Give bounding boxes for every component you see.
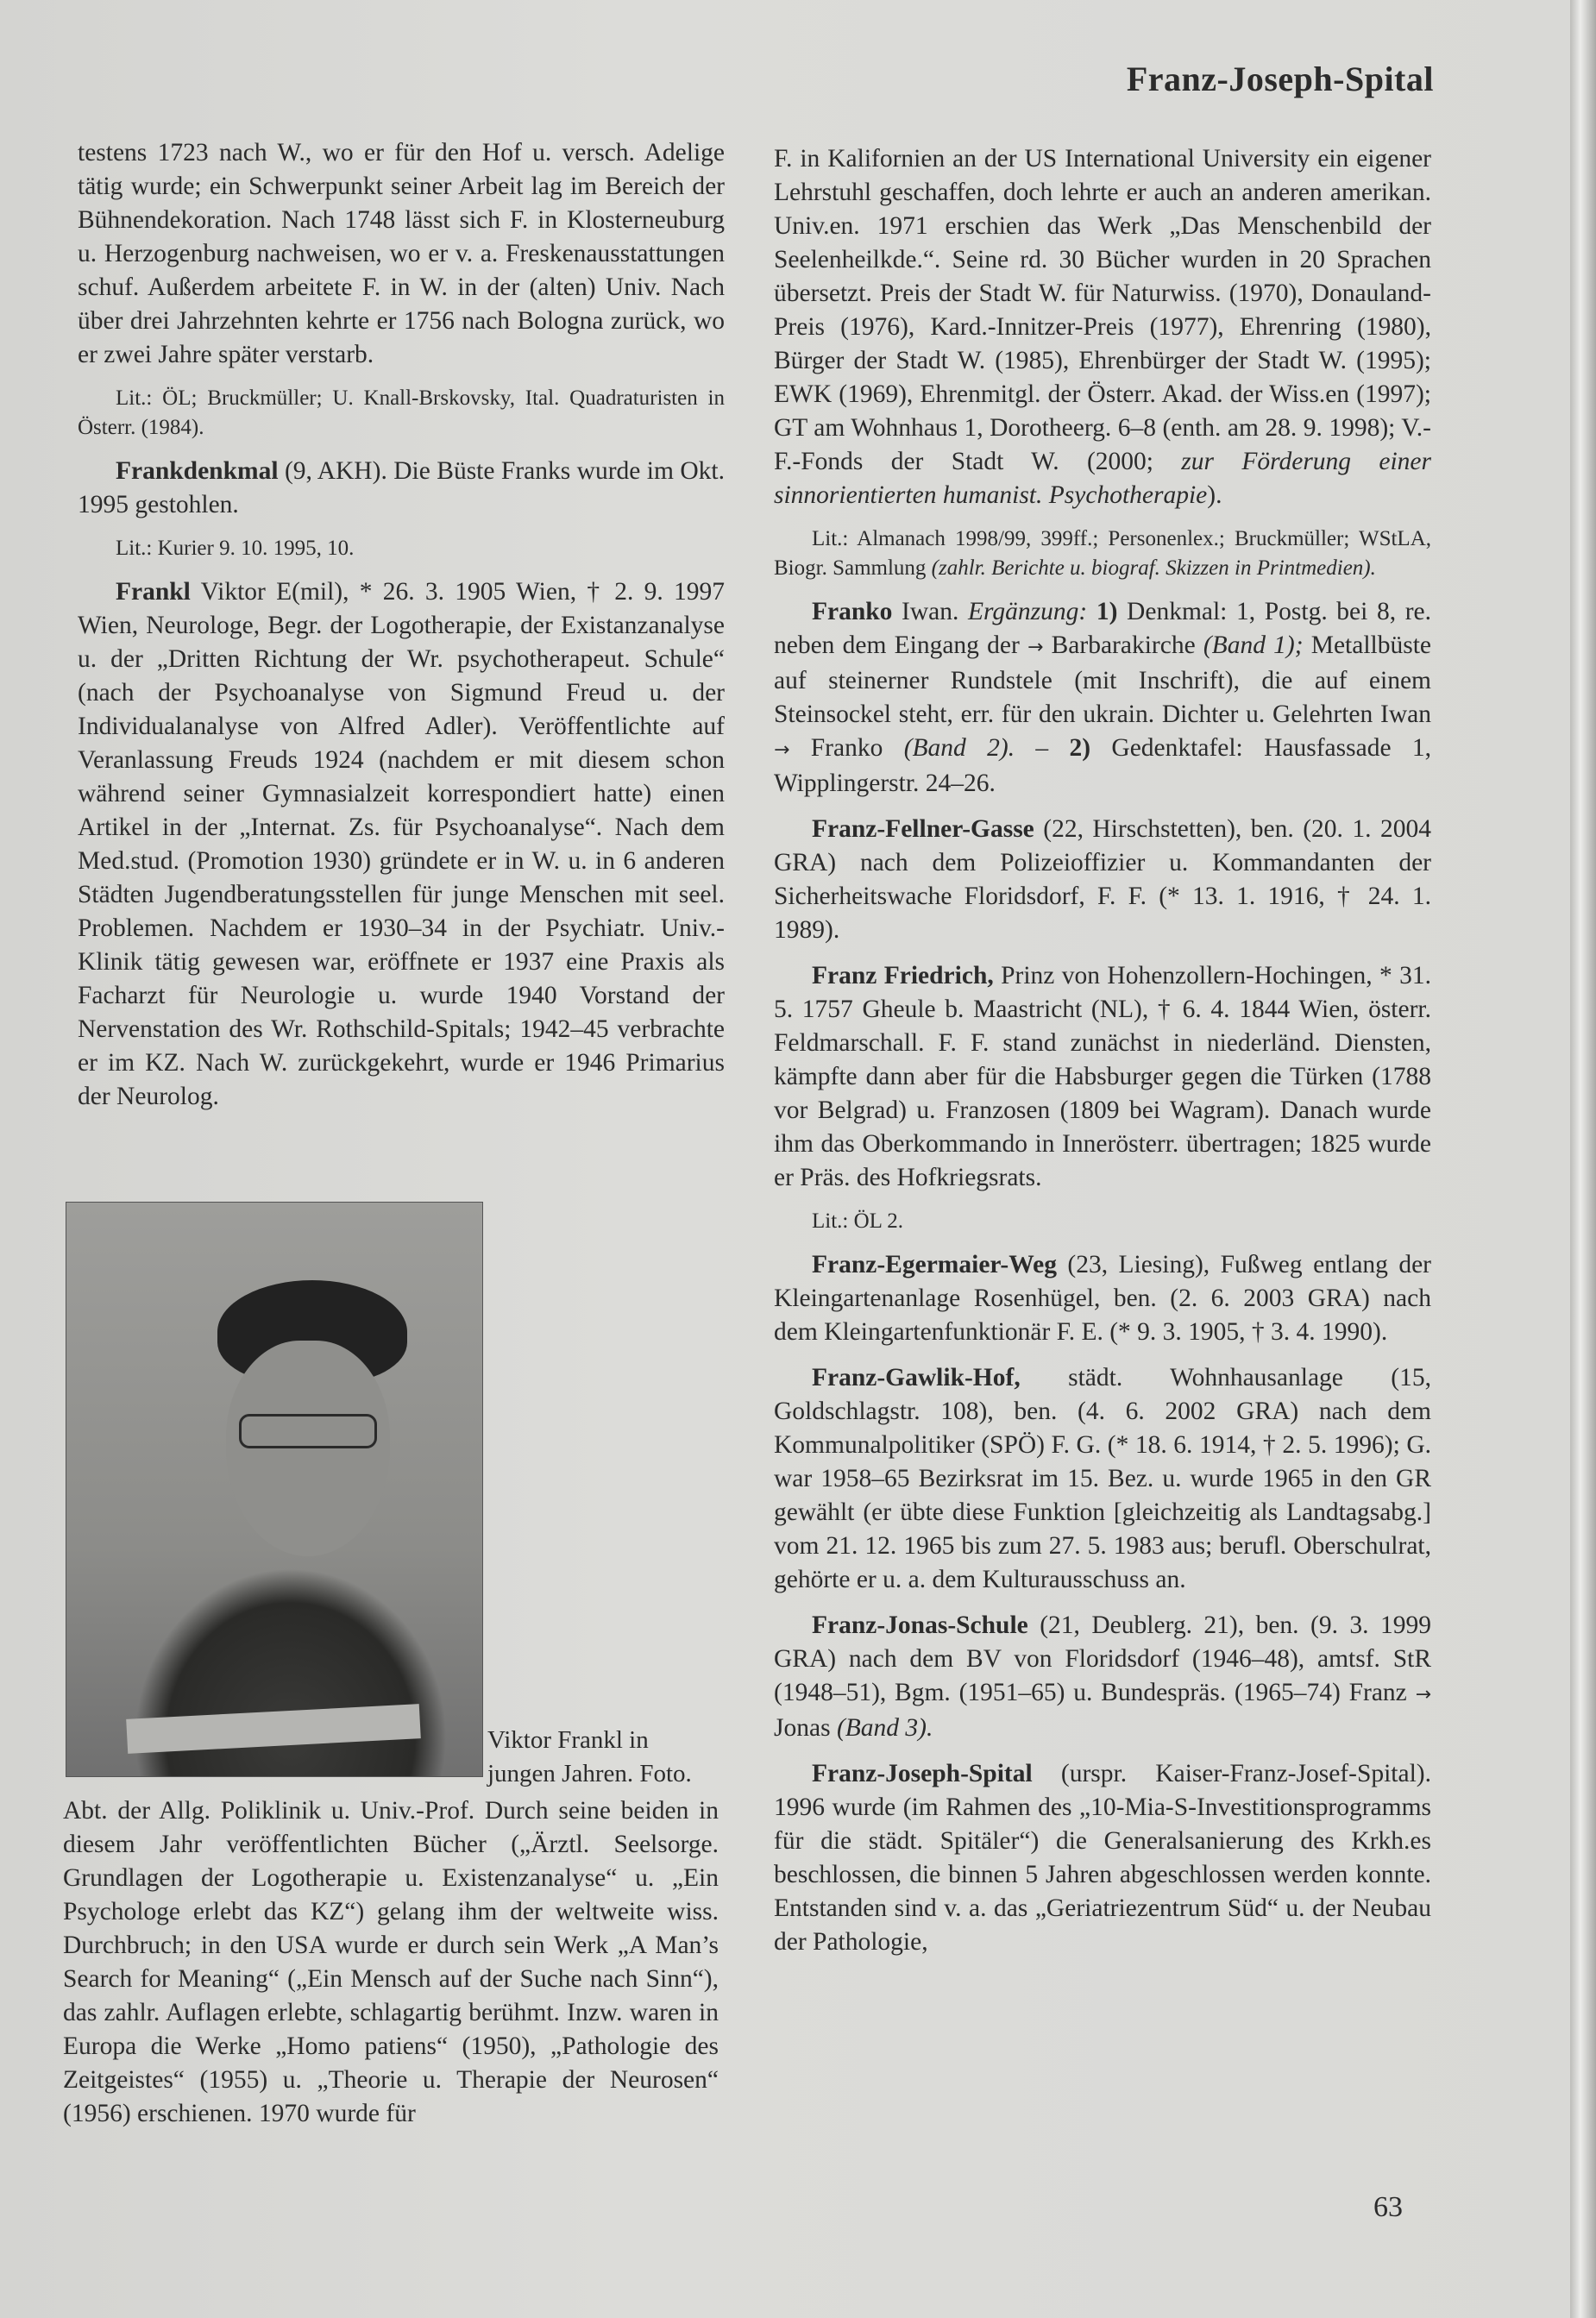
arrow-icon: → xyxy=(1415,1684,1431,1706)
entry-text: – xyxy=(1015,734,1070,762)
entry-text: Barbarakirche xyxy=(1043,631,1203,659)
photo-caption: Viktor Frankl in jungen Jahren. Foto. xyxy=(487,1726,692,1787)
entry-franz-egermaier-weg xyxy=(774,1248,1431,1349)
entry-continuation: testens 1723 nach W., wo er für den Hof u. versch. Adelige tätig wurde; ein Schwerpunkt seiner Arbeit lag im Bereich der Bühnendekoration. Nach 1748 lässt sich F. in Klosterneuburg u. Herzogenburg nachweisen, wo er v. a. Freskenausstattungen schuf. Außerdem arbeitete F. in W. in der (alten) Univ. Nach über drei Jahrzehnten kehrte er 1756 nach Bologna zurück, wo er zwei Jahre später verstarb. xyxy=(78,139,725,368)
photo-glasses xyxy=(239,1414,377,1448)
entry-frankdenkmal xyxy=(78,455,725,522)
entry-text: F. in Kalifornien an der US International University ein eigener Lehrstuhl geschaffen, doch lehrte er auch an anderen amerikan. Univ.en. 1971 erschien das Werk „Das Menschenbild der Seelenheilkde.“. Seine rd. 30 Bücher wurden in 20 Sprachen übersetzt. Preis der Stadt W. für Naturwiss. (1970), Donauland-Preis (1976), Kard.-Innitzer-Preis (1977), Ehrenring (1980), Bürger der Stadt W. (1985), Ehrenbürger der Stadt W. (1995); EWK (1969), Ehrenmitgl. der Österr. Akad. der Wiss.en (1997); GT am Wohnhaus 1, Dorotheerg. 6–8 (enth. am 28. 9. 1998); V.-F.-Fonds der Stadt W. (2000; xyxy=(774,145,1431,475)
entry-frankl xyxy=(78,575,725,1114)
book-spine xyxy=(1570,0,1596,2318)
entry-franz-gawlik-hof xyxy=(774,1361,1431,1597)
lit-italic: (zahlr. Berichte u. biograf. Skizzen in Printmedien). xyxy=(931,556,1376,580)
entry-text: ). xyxy=(1207,481,1222,509)
literature-note xyxy=(774,525,1431,583)
entry-headword: Franz-Gawlik-Hof, xyxy=(812,1364,1021,1391)
entry-franz-joseph-spital xyxy=(774,1757,1431,1959)
entry-text: (22, Hirschstetten), ben. (20. 1. 2004 GRA) nach dem Polizeioffizier u. Kommandanten der Sicherheitswache Floridsdorf, F. F. (* 13. 1. 1916, † 24. 1. 1989). xyxy=(774,815,1431,944)
entry-headword: Franz-Fellner-Gasse xyxy=(812,815,1034,843)
entry-italic: zur Förderung einer sinnorientierten humanist. Psychotherapie xyxy=(774,448,1431,509)
entry-franz-jonas-schule xyxy=(774,1609,1431,1745)
literature-note: Lit.: ÖL 2. xyxy=(812,1209,904,1233)
entry-text: Prinz von Hohenzollern-Hochingen, * 31. 5. 1757 Gheule b. Maastricht (NL), † 6. 4. 1844 Wien, österr. Feldmarschall. F. F. stand zunächst in niederländ. Diensten, kämpfte dann aber für die Habsburger gegen die Türken (1788 vor Belgrad) u. Franzosen (1809 bei Wagram). Danach wurde ihm das Oberkommando in Innerösterr. übertragen; 1825 wurde er Präs. des Hofkriegsrats. xyxy=(774,962,1431,1191)
lit-text: Lit.: Almanach 1998/99, 399ff.; Personenlex.; Bruckmüller; WStLA, Biogr. Sammlung xyxy=(774,527,1431,580)
portrait-photo xyxy=(66,1202,483,1777)
entry-italic: Ergänzung: xyxy=(968,598,1088,625)
entry-text: Franko xyxy=(789,734,904,762)
entry-headword: Franz-Joseph-Spital xyxy=(812,1760,1033,1787)
right-column xyxy=(774,142,1431,1971)
running-header: Franz-Joseph-Spital xyxy=(1126,60,1434,98)
entry-headword: Franko xyxy=(812,598,893,625)
page-number: 63 xyxy=(1373,2191,1403,2223)
entry-headword: Frankdenkmal xyxy=(116,457,279,485)
entry-franz-friedrich xyxy=(774,959,1431,1195)
entry-franko xyxy=(774,595,1431,801)
entry-text: Gedenktafel: Hausfassade 1, Wipplingerstr. 24–26. xyxy=(774,734,1431,797)
literature-note: Lit.: ÖL; Bruckmüller; U. Knall-Brskovsky, Ital. Quadraturisten in Österr. (1984). xyxy=(78,386,725,439)
literature-note: Lit.: Kurier 9. 10. 1995, 10. xyxy=(116,537,355,560)
entry-text: (21, Deublerg. 21), ben. (9. 3. 1999 GRA) nach dem BV von Floridsdorf (1946–48), amtsf. StR (1948–51), Bgm. (1951–65) u. Bundespräs. (1965–74) Franz xyxy=(774,1611,1431,1706)
arrow-icon: → xyxy=(1027,637,1044,658)
photo-face xyxy=(226,1341,390,1556)
entry-headword: Franz Friedrich, xyxy=(812,962,994,989)
arrow-icon: → xyxy=(774,739,790,761)
entry-text: Jonas xyxy=(774,1714,837,1742)
entry-headword: Franz-Jonas-Schule xyxy=(812,1611,1028,1639)
entry-italic: (Band 1); xyxy=(1203,631,1304,659)
entry-text: (23, Liesing), Fußweg entlang der Kleingartenanlage Rosenhügel, ben. (2. 6. 2003 GRA) nach dem Kleingartenfunktionär F. E. (* 9. 3. 1905, † 3. 4. 1990). xyxy=(774,1251,1431,1346)
entry-franz-fellner-gasse xyxy=(774,813,1431,947)
left-column xyxy=(78,136,725,1126)
entry-frankl-continuation: Abt. der Allg. Poliklinik u. Univ.-Prof. Durch seine beiden in diesem Jahr veröffentlichten Bücher („Ärztl. Seelsorge. Grundlagen der Logotherapie u. Existenzanalyse“ u. „Ein Psychologe erlebt das KZ“) gelang ihm der weltweite wiss. Durchbruch; in den USA wurde er durch sein Werk „A Man’s Search for Meaning“ („Ein Mensch auf der Suche nach Sinn“), das zahlr. Auflagen erlebte, schlagartig berühmt. Inzw. waren in Europa die Werke „Homo patiens“ (1950), „Pathologie des Zeitgeistes“ (1955) u. „Theorie u. Therapie der Neurosen“ (1956) erschienen. 1970 wurde für xyxy=(63,1797,719,2127)
entry-headword: Franz-Egermaier-Weg xyxy=(812,1251,1057,1278)
entry-italic: (Band 2). xyxy=(903,734,1015,762)
entry-text: Viktor E(mil), * 26. 3. 1905 Wien, † 2. 9. 1997 Wien, Neurologe, Begr. der Logotherapie, der Existanzanalyse u. der „Dritten Richtung der Wr. psychotherapeut. Schule“ (nach der Psychoanalyse von Sigmund Freud u. der Individualanalyse von Alfred Adler). Veröffentlichte auf Veranlassung Freuds 1924 (nachdem er mit diesem schon während seiner Gymnasialzeit korrespondiert hatte) einen Artikel in der „Internat. Zs. für Psychoanalyse“. Nach dem Med.stud. (Promotion 1930) gründete er in W. u. in 6 anderen Städten Jugendberatungsstellen für junge Menschen mit seel. Problemen. Nachdem er 1930–34 in der Psychiatr. Univ.-Klinik tätig gewesen war, eröffnete er 1937 eine Praxis als Facharzt für Neurologie u. wurde 1940 Vorstand der Nervenstation des Wr. Rothschild-Spitals; 1942–45 verbrachte er im KZ. Nach W. zurückgekehrt, wurde er 1946 Primarius der Neurolog. xyxy=(78,578,725,1110)
entry-text: Metallbüste auf steinerner Rundstele (mit Inschrift), die auf einem Steinsockel steht, err. für den ukrain. Dichter u. Gelehrten Iwan xyxy=(774,631,1432,728)
entry-text: Denkmal: 1, Postg. bei 8, re. neben dem Eingang der xyxy=(774,598,1431,659)
item-number: 1) xyxy=(1096,598,1118,625)
left-column-lower xyxy=(63,1794,719,2143)
entry-text: (9, AKH). Die Büste Franks wurde im Okt. 1995 gestohlen. xyxy=(78,457,725,518)
entry-text: Iwan. xyxy=(892,598,969,625)
photo-book xyxy=(126,1704,421,1754)
item-number: 2) xyxy=(1069,734,1091,762)
entry-italic: (Band 3). xyxy=(836,1714,933,1742)
entry-text: (urspr. Kaiser-Franz-Josef-Spital). 1996 wurde (im Rahmen des „10-Mia-S-Investitionsprogramms für die städt. Spitäler“) die Generalsanierung des Krkh.es beschlossen, die binnen 5 Jahren abgeschlossen werden konnte. Entstanden sind v. a. das „Geriatriezentrum Süd“ u. der Neubau der Pathologie, xyxy=(774,1760,1431,1956)
entry-frankl-end xyxy=(774,142,1431,512)
entry-headword: Frankl xyxy=(116,578,191,606)
entry-text: städt. Wohnhausanlage (15, Goldschlagstr. 108), ben. (4. 6. 2002 GRA) nach dem Kommunalpolitiker (SPÖ) F. G. (* 18. 6. 1914, † 2. 5. 1996); G. war 1958–65 Bezirksrat im 15. Bez. u. wurde 1965 in den GR gewählt (er übte diese Funktion [gleichzeitig als Landtagsabg.] vom 21. 12. 1965 bis zum 27. 5. 1983 aus; berufl. Oberschulrat, gehörte er u. a. dem Kulturausschuss an. xyxy=(774,1364,1431,1593)
